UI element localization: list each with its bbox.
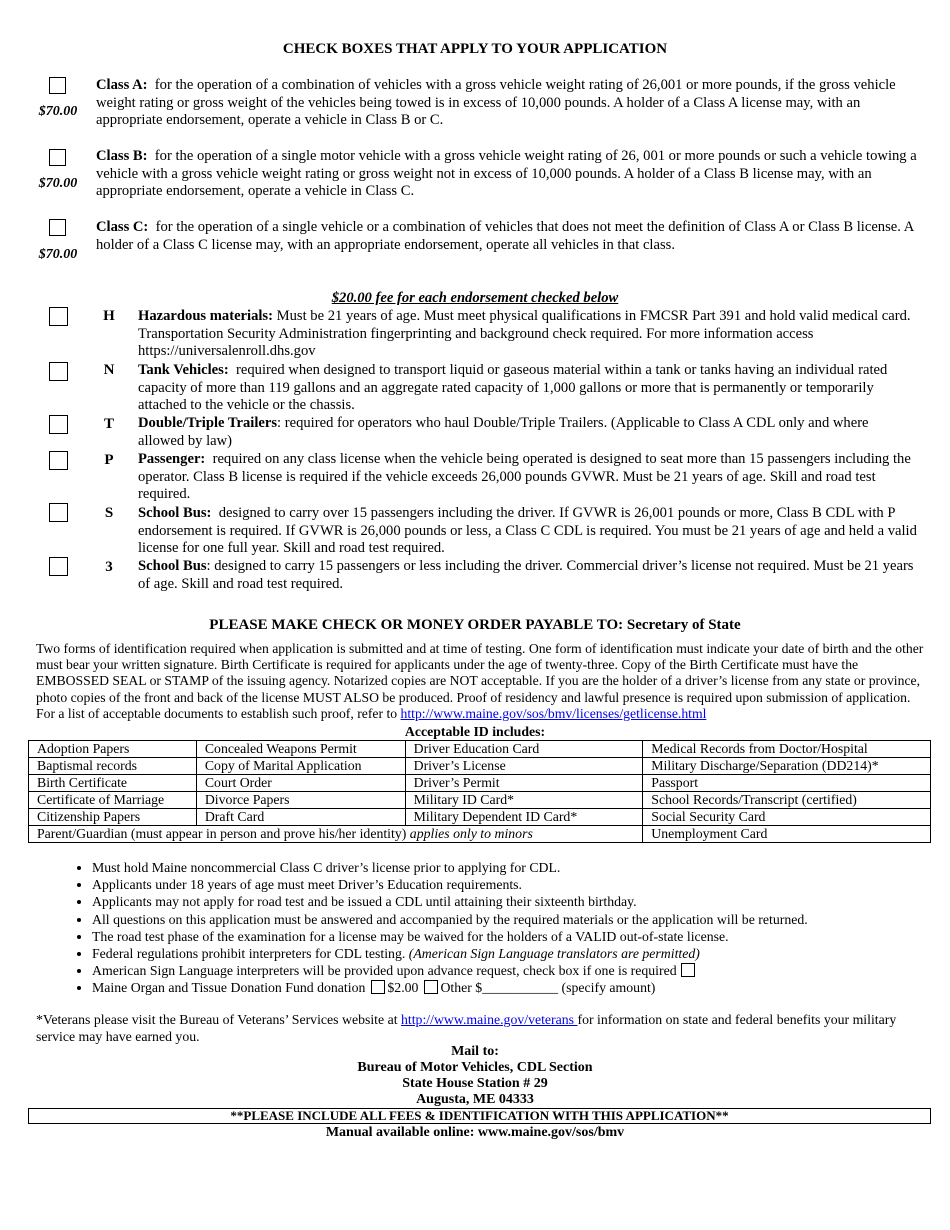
- table-row: [29, 792, 931, 809]
- table-row: [29, 758, 931, 775]
- interpreter-text: Federal regulations prohibit interpreters for CDL testing.: [92, 946, 409, 962]
- endorsement-n-checkbox[interactable]: [49, 362, 68, 381]
- endorsement-fee-heading: $20.00 fee for each endorsement checked below: [331, 290, 619, 306]
- class-c-checkbox[interactable]: [49, 219, 66, 236]
- list-item: [92, 962, 942, 979]
- requirements-list: [62, 859, 942, 997]
- mail-address-line1: Bureau of Motor Vehicles, CDL Section: [357, 1060, 593, 1075]
- veterans-text-after: for information on state and federal benefits your military service may have earned you.: [36, 1012, 897, 1044]
- table-cell: Adoption Papers: [29, 741, 197, 758]
- class-b-checkbox[interactable]: [49, 149, 66, 166]
- getlicense-link[interactable]: http://www.maine.gov/sos/bmv/licenses/getlicense.html: [400, 705, 707, 721]
- acceptable-id-table: [28, 740, 931, 843]
- list-item: • Must hold Maine noncommercial Class C driver’s license prior to applying for CDL.: [92, 859, 942, 876]
- class-b-description: [96, 148, 926, 201]
- endorsement-p-text: required on any class license when the vehicle being operated is designed to seat more than 15 passengers including the operator. Class B license is required if the vehicle exceeds 26,000 pounds GVWR. Must be 21 years of age. Skill and road test required.: [138, 451, 911, 503]
- donation-other: Other $___________ (specify amount): [440, 980, 656, 996]
- table-cell: Unemployment Card: [643, 826, 931, 843]
- veterans-paragraph: [36, 1011, 926, 1045]
- endorsement-n-code: N: [103, 362, 115, 378]
- endorsement-n-label: Tank Vehicles:: [138, 362, 229, 378]
- table-row: [29, 809, 931, 826]
- id-table-heading: Acceptable ID includes:: [404, 724, 546, 739]
- table-cell: Copy of Marital Application: [196, 758, 405, 775]
- asl-text: American Sign Language interpreters will be provided upon advance request, check box if one is required: [92, 963, 677, 979]
- endorsement-p-description: [138, 451, 918, 504]
- endorsement-p-checkbox[interactable]: [49, 451, 68, 470]
- class-a-description: [96, 77, 926, 130]
- class-a-checkbox[interactable]: [49, 77, 66, 94]
- table-row: [29, 775, 931, 792]
- table-row: [29, 741, 931, 758]
- table-cell: Passport: [643, 775, 931, 792]
- parent-guardian-text: Parent/Guardian (must appear in person and prove his/her identity): [37, 826, 407, 842]
- table-cell: Military ID Card*: [405, 792, 643, 809]
- class-a-text: for the operation of a combination of vehicles with a gross vehicle weight rating of 26,001 or more pounds, if the gross vehicle weight rating or gross weight of the vehicles being towed is in excess of 10,000 pounds. A holder of a Class A license may, with an appropriate endorsement, operate a vehicle in Class B or C.: [96, 77, 896, 129]
- class-b-label: Class B:: [96, 148, 148, 164]
- table-cell: Concealed Weapons Permit: [196, 741, 405, 758]
- endorsement-s-label: School Bus:: [138, 505, 212, 521]
- endorsement-s-description: [138, 505, 918, 558]
- class-c-description: [96, 219, 926, 254]
- table-cell: Citizenship Papers: [29, 809, 197, 826]
- endorsement-3-checkbox[interactable]: [49, 557, 68, 576]
- class-c-text: for the operation of a single vehicle or a combination of vehicles that does not meet the definition of Class A or Class B license. A holder of a Class C license may, with an appropriate endorsement, operate all vehicles in that class.: [96, 219, 914, 253]
- table-cell: Birth Certificate: [29, 775, 197, 792]
- endorsement-t-code: T: [103, 416, 114, 432]
- table-cell: Draft Card: [196, 809, 405, 826]
- class-a-label: Class A:: [96, 77, 148, 93]
- table-cell: School Records/Transcript (certified): [643, 792, 931, 809]
- endorsement-p-label: Passenger:: [138, 451, 206, 467]
- fees-notice-box: **PLEASE INCLUDE ALL FEES & IDENTIFICATION WITH THIS APPLICATION**: [28, 1108, 931, 1124]
- page-title: CHECK BOXES THAT APPLY TO YOUR APPLICATION: [282, 41, 668, 57]
- endorsement-t-checkbox[interactable]: [49, 415, 68, 434]
- table-cell: Court Order: [196, 775, 405, 792]
- endorsement-h-description: [138, 308, 918, 361]
- class-a-fee: $70.00: [38, 104, 78, 119]
- donation-other-checkbox[interactable]: [424, 980, 438, 994]
- table-cell: Driver Education Card: [405, 741, 643, 758]
- table-row: [29, 826, 931, 843]
- table-cell: Certificate of Marriage: [29, 792, 197, 809]
- table-cell: Military Discharge/Separation (DD214)*: [643, 758, 931, 775]
- table-cell: Divorce Papers: [196, 792, 405, 809]
- endorsement-n-text: required when designed to transport liquid or gaseous material within a tank or tanks having an individual rated capacity of more than 119 gallons and an aggregate rated capacity of 1,000 gallons or more that is permanently or temporarily attached to the vehicle or the chassis.: [138, 362, 888, 414]
- table-cell: Social Security Card: [643, 809, 931, 826]
- table-cell: Baptismal records: [29, 758, 197, 775]
- endorsement-h-checkbox[interactable]: [49, 307, 68, 326]
- class-b-fee: $70.00: [38, 176, 78, 191]
- interpreter-note: (American Sign Language translators are permitted): [408, 946, 700, 962]
- table-cell-parent-guardian: [29, 826, 643, 843]
- table-cell: Driver’s License: [405, 758, 643, 775]
- endorsement-3-text: : designed to carry 15 passengers or less including the driver. Commercial driver’s license not required. Must be 21 years of age. Skill and road test required.: [138, 558, 914, 592]
- endorsement-3-description: [138, 558, 918, 593]
- endorsement-h-label: Hazardous materials:: [138, 308, 273, 324]
- list-item: • Applicants may not apply for road test and be issued a CDL until attaining their sixteenth birthday.: [92, 893, 942, 910]
- endorsement-h-code: H: [103, 308, 115, 324]
- endorsement-t-description: [138, 415, 918, 450]
- endorsement-p-code: P: [104, 452, 114, 468]
- class-c-label: Class C:: [96, 219, 149, 235]
- endorsement-h-text: Must be 21 years of age. Must meet physical qualifications in FMCSR Part 391 and hold valid medical card. Transportation Security Administration fingerprinting and background check required. For more information access https://universalenroll.dhs.gov: [138, 308, 911, 360]
- minors-note: applies only to minors: [409, 826, 533, 842]
- table-cell: Medical Records from Doctor/Hospital: [643, 741, 931, 758]
- table-cell: Driver’s Permit: [405, 775, 643, 792]
- mail-address-line3: Augusta, ME 04333: [416, 1092, 534, 1107]
- manual-online-text: Manual available online: www.maine.gov/sos/bmv: [325, 1125, 625, 1140]
- list-item: • The road test phase of the examination for a license may be waived for the holders of a VALID out-of-state license.: [92, 928, 942, 945]
- endorsement-s-text: designed to carry over 15 passengers including the driver. If GVWR is 26,001 pounds or more, Class B CDL with P endorsement is required. If GVWR is 26,000 pounds or less, a Class C CDL is required. You must be 21 years of age and held a valid license for one full year. Skill and road test required.: [138, 505, 917, 557]
- endorsement-t-text: : required for operators who haul Double/Triple Trailers. (Applicable to Class A CDL only and where allowed by law): [138, 415, 869, 449]
- class-b-text: for the operation of a single motor vehicle with a gross vehicle weight rating of 26, 001 or more pounds or such a vehicle towing a vehicle with a gross vehicle weight rating or gross weight not in excess of 10,000 pounds. A holder of a Class B license may, with an appropriate endorsement, operate a vehicle in Class C.: [96, 148, 917, 200]
- mail-to-label: Mail to:: [451, 1044, 499, 1059]
- mail-address-line2: State House Station # 29: [402, 1076, 548, 1091]
- class-c-fee: $70.00: [38, 247, 78, 262]
- veterans-text-before: *Veterans please visit the Bureau of Veterans’ Services website at: [36, 1012, 401, 1027]
- identification-text: Two forms of identification required when application is submitted and at time of testing. One form of identification must indicate your date of birth and the other must bear your written signature. Birth Certificate is required for applicants under the age of twenty-three. Copy of the Birth Certificate must have the EMBOSSED SEAL or STAMP of the issuing agency. Notarized copies are NOT acceptable. If you are the holder of a driver’s license from any state or province, photo copies of the front and back of the license MUST ALSO be produced. Proof of residency and lawful presence is required upon submission of application. For a list of acceptable documents to establish such proof, refer to: [36, 641, 924, 721]
- list-item: [92, 945, 942, 962]
- endorsement-n-description: [138, 362, 918, 415]
- donation-2-checkbox[interactable]: [371, 980, 385, 994]
- endorsement-3-label: School Bus: [138, 558, 207, 574]
- veterans-link[interactable]: http://www.maine.gov/veterans: [400, 1012, 578, 1027]
- endorsement-s-code: S: [104, 505, 114, 521]
- endorsement-s-checkbox[interactable]: [49, 503, 68, 522]
- identification-paragraph: [36, 641, 926, 722]
- endorsement-t-label: Double/Triple Trailers: [138, 415, 278, 431]
- table-cell: Military Dependent ID Card*: [405, 809, 643, 826]
- endorsement-3-code: 3: [105, 559, 113, 575]
- list-item: • All questions on this application must be answered and accompanied by the required materials or the application will be returned.: [92, 911, 942, 928]
- asl-interpreter-checkbox[interactable]: [681, 963, 695, 977]
- list-item: [92, 979, 942, 996]
- donation-text: Maine Organ and Tissue Donation Fund donation: [92, 980, 366, 996]
- donation-amount: $2.00: [387, 980, 419, 996]
- list-item: • Applicants under 18 years of age must meet Driver’s Education requirements.: [92, 876, 942, 893]
- payable-heading: PLEASE MAKE CHECK OR MONEY ORDER PAYABLE TO: Secretary of State: [209, 617, 741, 633]
